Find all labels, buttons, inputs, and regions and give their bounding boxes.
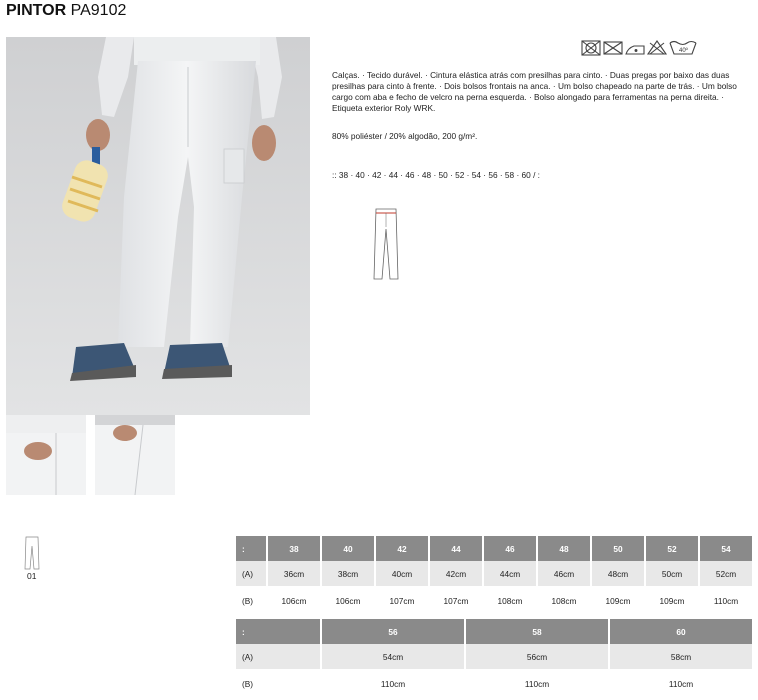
- table-cell: 42cm: [430, 561, 482, 586]
- product-name: PINTOR: [6, 2, 67, 19]
- table-cell: 106cm: [268, 586, 320, 615]
- table-cell: 38cm: [322, 561, 374, 586]
- table-cell: 110cm: [610, 669, 752, 698]
- size-header-cell: 54: [700, 536, 752, 561]
- front-pocket-detail-image: [6, 415, 86, 495]
- size-header-cell: 42: [376, 536, 428, 561]
- size-header-cell: 46: [484, 536, 536, 561]
- product-photo: [6, 37, 310, 415]
- table-row: [236, 669, 752, 698]
- row-label: (A): [236, 561, 266, 586]
- care-symbols: [580, 38, 700, 58]
- size-header-cell: 38: [268, 536, 320, 561]
- size-header-cell: 48: [538, 536, 590, 561]
- table-cell: 108cm: [484, 586, 536, 615]
- size-table-1: [234, 536, 754, 615]
- table-cell: 109cm: [646, 586, 698, 615]
- no-bleach-triangle-icon: [648, 41, 666, 54]
- size-header-cell: 52: [646, 536, 698, 561]
- product-code: PA9102: [70, 2, 127, 19]
- size-table-header: [236, 619, 752, 644]
- table-cell: 58cm: [610, 644, 752, 669]
- table-cell: 110cm: [700, 586, 752, 615]
- table-cell: 48cm: [592, 561, 644, 586]
- table-cell: 50cm: [646, 561, 698, 586]
- table-cell: 108cm: [538, 586, 590, 615]
- fabric-composition: 80% poliéster / 20% algodão, 200 g/m².: [332, 131, 478, 141]
- size-header-cell: 50: [592, 536, 644, 561]
- product-title: [6, 2, 126, 20]
- wash-temp-label: 40º: [679, 48, 688, 54]
- row-label: (A): [236, 644, 320, 669]
- table-cell: 110cm: [466, 669, 608, 698]
- size-header-cell: 58: [466, 619, 608, 644]
- available-sizes: :: 38 · 40 · 42 · 44 · 46 · 48 · 50 · 52 · 54 · 56 · 58 · 60 / :: [332, 170, 540, 180]
- table-cell: 44cm: [484, 561, 536, 586]
- size-table-2: [234, 619, 754, 698]
- row-label: (B): [236, 586, 266, 615]
- detail-photo-front-pocket[interactable]: [6, 415, 86, 495]
- table-cell: 110cm: [322, 669, 464, 698]
- table-row: [236, 561, 752, 586]
- no-dryer-icon: [604, 42, 622, 54]
- size-table-header: [236, 536, 752, 561]
- size-header-cell: 44: [430, 536, 482, 561]
- iron-low-icon: [626, 46, 644, 54]
- model-wearing-pants-image: [6, 37, 310, 415]
- table-cell: 109cm: [592, 586, 644, 615]
- table-row: [236, 644, 752, 669]
- table-cell: 54cm: [322, 644, 464, 669]
- technical-drawing-icon: [370, 205, 402, 281]
- color-swatch-pants-icon[interactable]: [22, 536, 42, 570]
- table-cell: 107cm: [376, 586, 428, 615]
- product-description: Calças. · Tecido durável. · Cintura elástica atrás com presilhas para cinto. · Duas pregas por baixo das duas presilhas para cinto à frente. · Dois bolsos frontais na anca. · Um bolso chapeado na parte de trás. · Um bolso cargo com aba e fecho de velcro na perna esquerda. · Bolso alongado para ferramentas na perna direita. · Etiqueta exterior Roly WRK.: [332, 70, 737, 113]
- size-header-cell: 40: [322, 536, 374, 561]
- side-pocket-detail-image: [95, 415, 175, 495]
- table-cell: 106cm: [322, 586, 374, 615]
- size-header-cell: :: [236, 536, 266, 561]
- table-cell: 36cm: [268, 561, 320, 586]
- no-bleach-icon: [582, 41, 600, 55]
- size-header-cell: :: [236, 619, 320, 644]
- table-cell: 56cm: [466, 644, 608, 669]
- table-cell: 52cm: [700, 561, 752, 586]
- table-cell: 46cm: [538, 561, 590, 586]
- table-cell: 107cm: [430, 586, 482, 615]
- table-cell: 40cm: [376, 561, 428, 586]
- size-header-cell: 60: [610, 619, 752, 644]
- color-code: 01: [27, 571, 37, 581]
- row-label: (B): [236, 669, 320, 698]
- detail-photo-side-pocket[interactable]: [95, 415, 175, 495]
- table-row: [236, 586, 752, 615]
- size-header-cell: 56: [322, 619, 464, 644]
